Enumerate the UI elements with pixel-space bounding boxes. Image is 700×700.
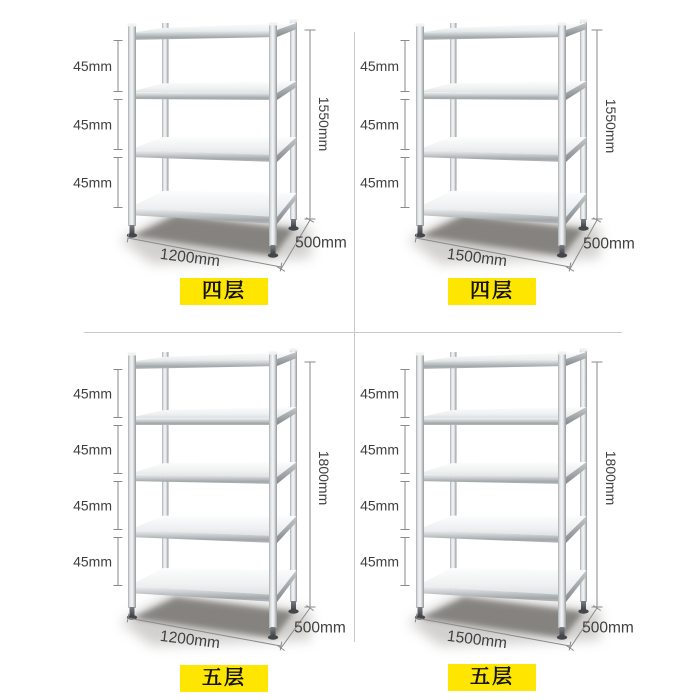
depth-label: 500mm bbox=[583, 235, 635, 253]
rack-figure-5-tier-1200mm bbox=[0, 332, 350, 700]
shelf-gap-label: 45mm bbox=[73, 58, 112, 74]
depth-label: 500mm bbox=[582, 619, 634, 637]
height-label: 1550mm bbox=[603, 98, 619, 154]
shelf-gap-label: 45mm bbox=[360, 385, 399, 402]
tier-count-badge: 五层 bbox=[180, 665, 268, 692]
panel-5-tier-1200mm bbox=[0, 332, 350, 700]
shelf-gap-label: 45mm bbox=[73, 497, 112, 514]
height-label: 1800mm bbox=[316, 450, 332, 506]
shelf-gap-label: 45mm bbox=[73, 116, 112, 133]
tier-count-badge: 四层 bbox=[448, 278, 536, 305]
rack-back-posts bbox=[450, 20, 588, 221]
height-label: 1800mm bbox=[603, 450, 619, 506]
panel-5-tier-1500mm bbox=[350, 332, 700, 700]
shelf-gap-label: 45mm bbox=[360, 553, 399, 570]
shelf-gap-label: 45mm bbox=[73, 553, 112, 570]
shelf-gap-label: 45mm bbox=[360, 58, 399, 74]
shelf-gap-label: 45mm bbox=[360, 174, 399, 191]
shelf-gap-label: 45mm bbox=[360, 497, 399, 514]
panel-4-tier-1500mm bbox=[350, 0, 700, 332]
depth-label: 500mm bbox=[294, 619, 346, 637]
panel-4-tier-1200mm bbox=[0, 0, 350, 332]
shelf-gap-label: 45mm bbox=[360, 116, 399, 133]
tier-count-badge: 四层 bbox=[180, 278, 268, 305]
width-label: 1200mm bbox=[159, 245, 221, 271]
rack-back-posts bbox=[162, 20, 298, 221]
width-label: 1200mm bbox=[159, 627, 221, 653]
rack-figure-5-tier-1500mm bbox=[350, 332, 700, 700]
shelf-gap-label: 45mm bbox=[73, 174, 112, 191]
rack-figure-4-tier-1200mm bbox=[0, 0, 350, 332]
shelf-gap-label: 45mm bbox=[73, 441, 112, 458]
width-label: 1500mm bbox=[446, 627, 508, 653]
tier-count-badge: 五层 bbox=[448, 664, 536, 691]
shelf-gap-label: 45mm bbox=[360, 441, 399, 458]
width-label: 1500mm bbox=[446, 245, 508, 271]
depth-label: 500mm bbox=[295, 234, 347, 252]
shelf-gap-label: 45mm bbox=[73, 385, 112, 402]
height-label: 1550mm bbox=[316, 96, 332, 152]
